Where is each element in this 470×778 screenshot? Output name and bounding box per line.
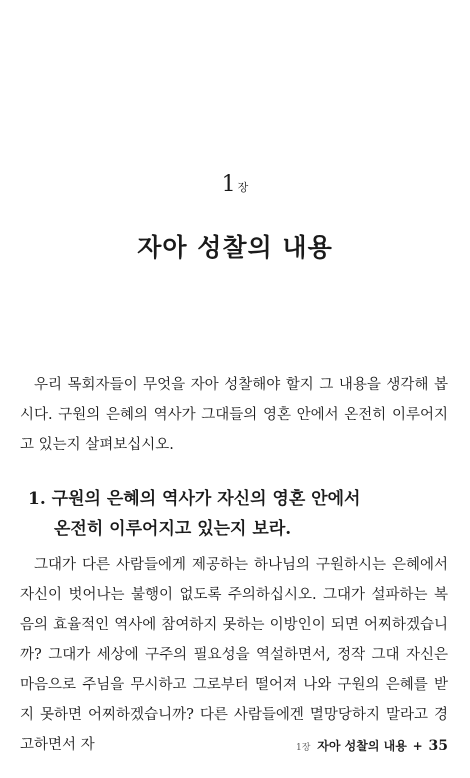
- footer-separator: +: [412, 739, 423, 753]
- section-number: 1.: [28, 489, 46, 509]
- page-number: 35: [428, 738, 448, 754]
- page-footer: [296, 737, 448, 754]
- intro-paragraph: 우리 목회자들이 무엇을 자아 성찰해야 할지 그 내용을 생각해 봅시다. 구원의 은혜의 역사가 그대들의 영혼 안에서 온전히 이루어지고 있는지 살펴보십시오.: [20, 377, 448, 453]
- section-heading-line1: 구원의 은혜의 역사가 자신의 영혼 안에서: [51, 489, 361, 509]
- section-heading: [28, 484, 448, 544]
- chapter-number: [0, 172, 470, 197]
- chapter-number-value: 1: [221, 172, 236, 197]
- footer-chapter-label: 1장: [296, 743, 311, 753]
- footer-running-title: 자아 성찰의 내용: [317, 739, 407, 753]
- chapter-title: 자아 성찰의 내용: [137, 233, 333, 262]
- chapter-number-suffix: 장: [237, 181, 249, 194]
- section-heading-line2: 온전히 이루어지고 있는지 보라.: [54, 519, 292, 539]
- body-paragraph: 그대가 다른 사람들에게 제공하는 하나님의 구원하시는 은혜에서 자신이 벗어나는 불행이 없도록 주의하십시오. 그대가 설파하는 복음의 효율적인 역사에 참여하지 못하는 이방인이 되면 어찌하겠습니까? 그대가 세상에 구주의 필요성을 역설하면서, 정작 그대 자신은 마음으로 주님을 무시하고 그로부터 떨어져 나와 구원의 은혜를 받지 못하면 어찌하겠습니까? 다른 사람들에겐 멸망당하지 말라고 경고하면서 자: [20, 557, 448, 753]
